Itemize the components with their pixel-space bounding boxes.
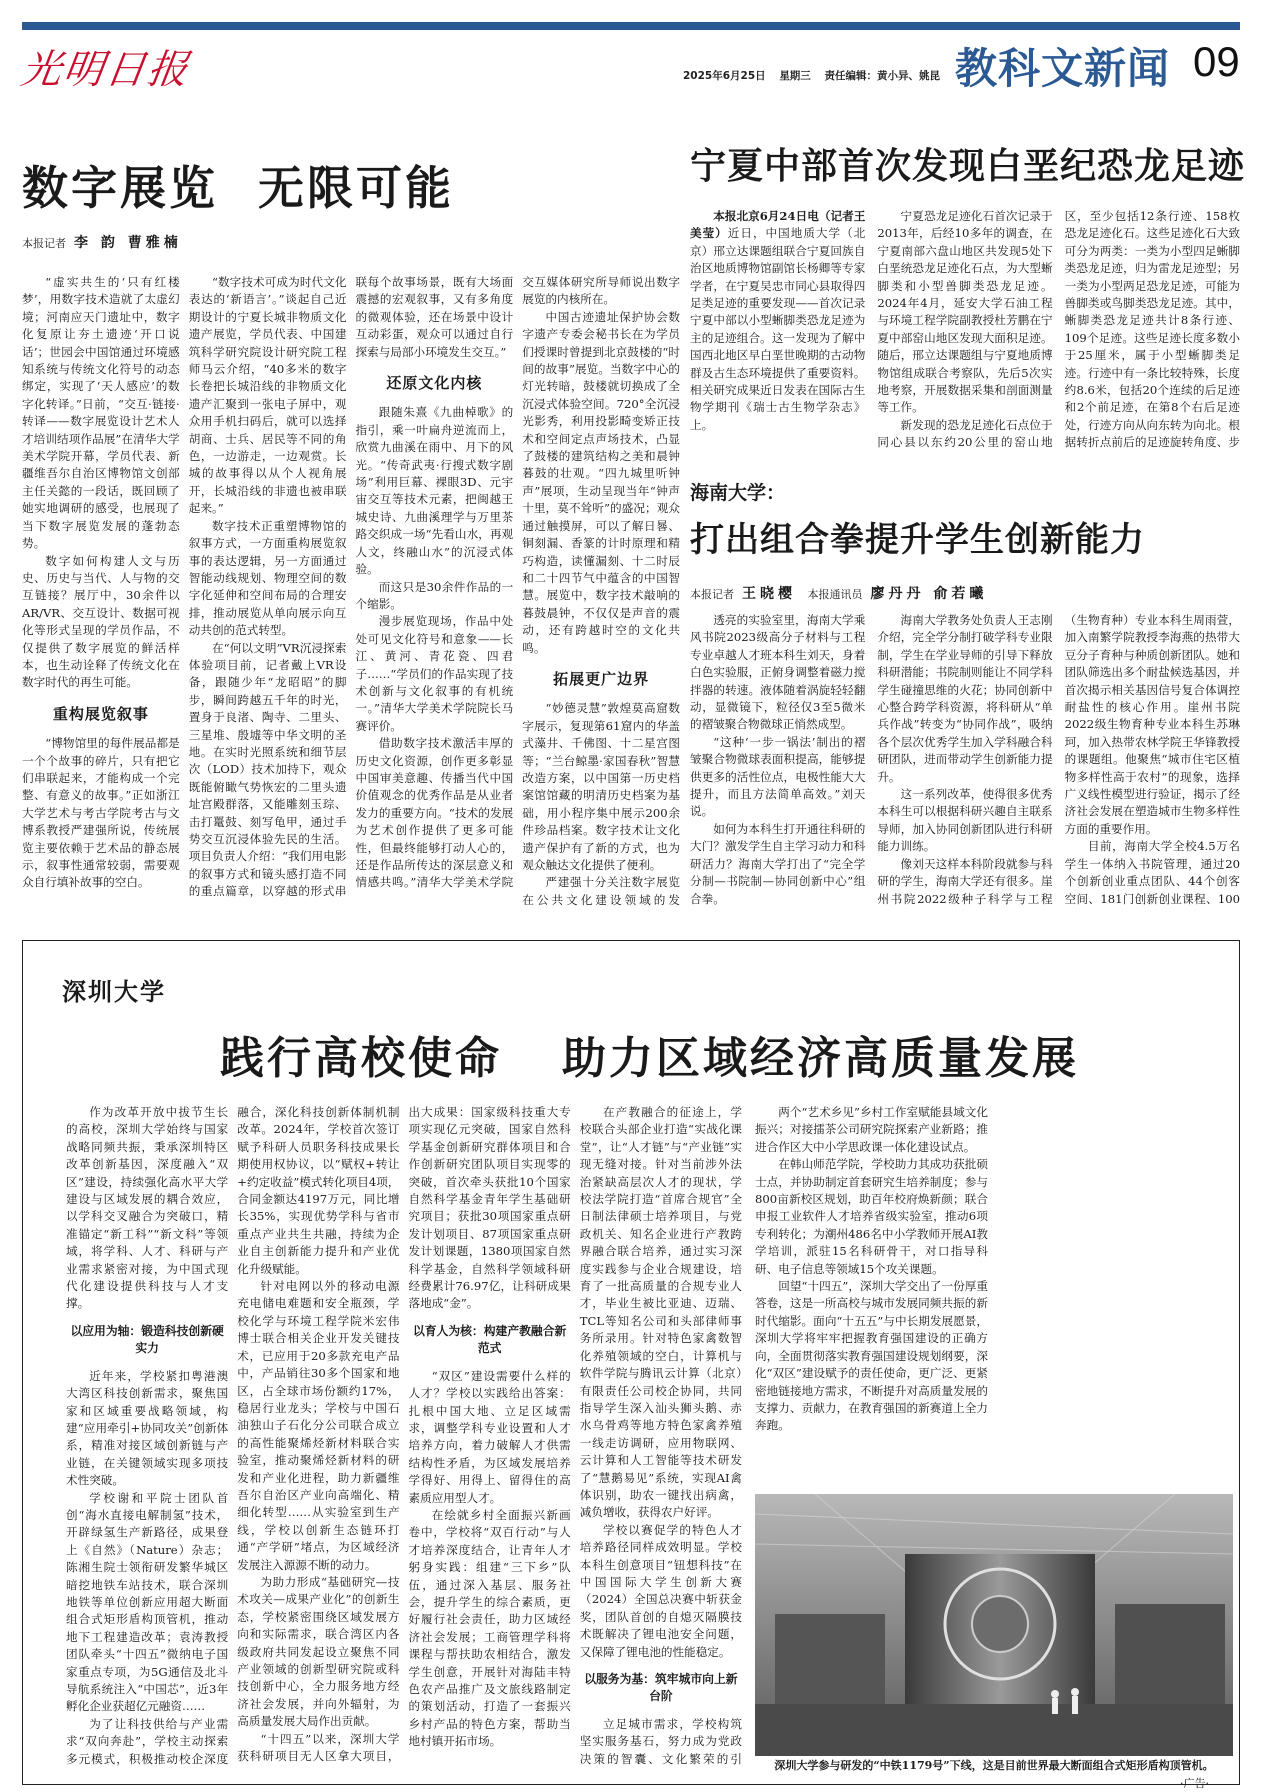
issue-weekday: 星期三 (779, 70, 811, 82)
paragraph: 为助力形成“基础研究—技术攻关—成果产业化”的创新生态，学校紧密围绕区域发展方向和实际需求，联合湾区内各级政府共同发起设立聚焦不同产业领域的创新型研究院或科技创新中心，全力服务地方经济社会发展，并向外辐射，为高质量发展大局作出贡献。 (237, 1574, 400, 1729)
headline-part: 数字展览 (22, 161, 218, 215)
paragraph: 海南大学教务处负责人王志刚介绍，完全学分制打破学科专业限制，学生在学业导师的引导下释放科研潜能；书院制则能让不同学科学生碰撞思维的火花；协同创新中心整合跨学科资源，将科研从“单兵作战”转变为“协同作战”，吸纳各个层次优秀学生加入学科融合科研团队，进而带动学生创新能力提升。 (877, 613, 1053, 784)
subheading: 拓展更广边界 (553, 669, 650, 688)
paragraph: 数字技术正重塑博物馆的叙事方式，一方面重构展览叙事的表达逻辑，另一方面通过智能动线规划、物理空间的数字化延伸和空间布局的合理安排，推动展览从单向展示向互动共创的范式转型。 (188, 518, 347, 638)
news-photo-tunnel-boring-machine (755, 1494, 1233, 1756)
masthead-rule (22, 22, 1240, 30)
paragraph: “这种‘一步一锅法’制出的褶皱聚合物微球表面积提高，能够提供更多的活性位点，电极性能大大提升，而且方法简单高效。”刘天说。 (690, 734, 866, 819)
article-body (22, 274, 680, 914)
paragraph: 在产教融合的征途上，学校联合头部企业打造“实战化课堂”，让“人才链”与“产业链”实现无缝对接。针对当前涉外法治紧缺高层次人才的现状，学校法学院打造“首席合规官”全日制法律硕士培养项目，与党政机关、知名企业进行产教跨界融合联合培养，通过实习深度实践参与企业合规建设，培育了一批高质量的合规专业人才，毕业生被比亚迪、迈瑞、TCL等知名公司和头部律师事务所录用。针对特色家禽数智化养殖领域的空白，计算机与软件学院与腾讯云计算（北京）有限责任公司校企协同，共同指导学生深入汕头狮头鹅、赤水乌骨鸡等地方特色家禽养殖一线走访调研，应用物联网、云计算和人工智能等技术研发了“慧鹅易见”系统，实现AI禽体识别，助农一键找出病禽，减负增收，获得农户好评。 (579, 1105, 742, 1520)
paragraph: 数字如何构建人文与历史、历史与当代、人与物的交互链接？展厅中，30余件以AR/VR、交互设计、数据可视化等形式呈现的学员作品，不仅提供了数字展览的鲜活样本，也生动诠释了传统文化在数字时代的再生可能。 (22, 553, 180, 690)
section-title: 教科文新闻 (955, 44, 1171, 93)
paragraph: 学校以赛促学的特色人才培养路径同样成效明显。学校本科生创意项目“钮想科技”在中国国际大学生创新大赛（2024）全国总决赛中斩获金奖，团队首创的自熄灭隔膜技术既解决了锂电池安全问题，又保障了锂电池的性能稳定。 (579, 1522, 742, 1659)
subheading: 以应用为轴：锻造科技创新硬实力 (70, 1323, 224, 1356)
advertorial-body-continued (755, 1104, 1233, 1488)
byline-authors: 廖丹丹 俞若曦 (870, 586, 988, 602)
editors: 责任编辑：黄小异、姚昆 (824, 70, 940, 82)
photo-caption: 深圳大学参与研发的“中铁1179号”下线，这是目前世界最大断面组合式矩形盾构顶管机。 (774, 1759, 1214, 1772)
paragraph: 在韩山师范学院，学校助力其成功获批硕士点，并协助制定首套研究生培养制度；参与800亩新校区规划，助百年校府焕新颜；联合申报工业软件人才培养省级实验室，推动6项专利转化；为潮州486名中小学教师开展AI教学培训，派驻15名科研骨干，对口指导科研、电子信息等领域15个攻关课题。 (755, 1157, 988, 1276)
paragraph: 借助数字技术激活丰厚的历史文化资源，创作更多彰显中国审美意趣、传播当代中国价值观念的优秀作品是从业者发力的重要方向。“技术的发展为艺术创作提供了更多可能性，但最终能够打动人心的，还是作品所传达的深层意义和情感共鸣。”清华大学美术学院交互媒体研究所导师说出数字展览的内核所在。 (355, 275, 680, 890)
paragraph: 这一系列改革，使得很多优秀本科生可以根据科研兴趣自主联系导师，加入协同创新团队进行科研能力训练。 (877, 787, 1053, 854)
paragraph: 而这只是30余件作品的一个缩影。 (355, 579, 514, 611)
advertorial-kicker: 深圳大学 (62, 977, 166, 1006)
advertorial-body (66, 1104, 742, 1780)
headline-part: 无限可能 (258, 161, 454, 215)
paragraph: 近年来，学校紧扣粤港澳大湾区科技创新需求，聚焦国家和区域重要战略领域，构建“应用牵引+协同攻关”创新体系，精准对接区域创新链与产业链，在关键领域实现多项技术性突破。 (66, 1368, 229, 1488)
paragraph: 如何为本科生打开通往科研的大门？激发学生自主学习动力和科研活力？海南大学打出了“完全学分制—书院制—协同创新中心”组合拳。 (690, 821, 866, 906)
issue-date: 2025年6月25日 (683, 70, 766, 82)
paragraph: 跟随朱熹《九曲棹歌》的指引，乘一叶扁舟逆流而上，欣赏九曲溪在雨中、月下的风光。“传奇武夷·行搜式数字剧场”利用巨幕、裸眼3D、元宇宙交互等技术元素，把闽越王城史诗、九曲溪理学与万里茶路交织成一场“先看山水，再观人文，终融山水”的沉浸式体验。 (355, 405, 514, 577)
paragraph: 为了让科技供给与产业需求“双向奔赴”，学校主动探索多元模式，积极推动校企深度融合，深化科技创新体制机制改革。2024年，学校首次签订赋予科研人员职务科技成果长期使用权协议，以“赋权+转让+约定收益”模式转化项目4项，合同金额达4197万元，同比增长35%，实现优势学科与省市重点产业共生共融，持续为企业自主创新能力提升和产业优化升级赋能。 (66, 1105, 400, 1766)
paragraph (690, 208, 865, 434)
advertisement-label: ·广告· (1180, 1777, 1209, 1790)
subheading: 重构展览叙事 (52, 704, 149, 723)
paragraph: 学校谢和平院士团队首创“海水直接电解制氢”技术，开辟绿氢生产新路径，成果登上《自然》（Nature）杂志；陈湘生院士领衔研发繁华城区暗挖地铁车站技术，联合深圳地铁等单位创新应用超大断面组合式矩形盾构顶管机，推动地下工程建造改革；袁涛教授团队牵头“十四五”微纳电子国家重点专项，为5G通信及北斗导航系统注入“中国芯”，近3年孵化企业获超亿元融资…… (66, 1490, 229, 1714)
paragraph-text: 近日，中国地质大学（北京）邢立达课题组联合宁夏回族自治区地质博物馆副馆长杨卿等专家学者，在宁夏吴忠市同心县取得四足类足迹的重要发现——首次记录宁夏中部以小型蜥脚类恐龙足迹为主的足迹组合。这一发现为了解中国西北地区早白垩世晚期的古动物群及古生态环境提供了重要资料。相关研究成果近日发表在国际古生物学期刊《瑞士古生物学杂志》上。 (690, 226, 866, 432)
paragraph: 漫步展览现场，作品中处处可见文化符号和意象——长江、黄河、青花瓷、四君子……“学员们的作品实现了技术创新与文化叙事的有机统一。”清华大学美术学院院长马赛评价。 (355, 614, 514, 733)
page-number: 09 (1193, 38, 1240, 85)
byline-label: 本报记者 (22, 237, 66, 250)
paragraph: 针对电网以外的移动电源充电储电难题和安全瓶颈，学校化学与环境工程学院米宏伟博士联合相关企业开发关键技术，已应用于20多款充电产品中，产品销往30多个国家和地区，占全球市场份额约17%，稳居行业龙头；学校与中国石油独山子石化分公司联合成立的高性能聚烯烃新材料联合实验室，推动聚烯烃新材料的研发和产业化进程，助力新疆维吾尔自治区产业向高端化、精细化转型……从实验室到生产线，学校以创新生态链环打通“产学研”堵点，为区域经济发展注入源源不断的动力。 (237, 1279, 400, 1572)
byline-label: 本报通讯员 (807, 588, 863, 601)
headline-part: 践行高校使命 (220, 1033, 502, 1084)
paragraph: “虚实共生的‘只有红楼梦’，用数字技术造就了太虚幻境；河南应天门遗址中，数字化复原让夯土遗迹‘开口说话’；世园会中国馆通过环境感知系统与传统文化符号的动态绑定，实现了‘天人感应’的数字化转译。”日前，“交互·链接·转译——数字展览设计艺术人才培训结项作品展”在清华大学美术学院开幕，学员代表、新疆维吾尔自治区博物馆文创部主任关懿的一段话，既回顾了她实地调研的感受，也展现了当下数字展览发展的蓬勃态势。 (22, 275, 180, 551)
paragraph: “博物馆里的每件展品都是一个个故事的碎片，只有把它们串联起来，才能构成一个完整、有意义的故事。”正如浙江大学艺术与考古学院考古与文博系教授严建强所说，传统展览主要依赖于艺术品的静态展示，叙事性通常较弱，需要观众自行填补故事的空白。 (22, 736, 180, 890)
paragraph: 在“何以文明”VR沉浸探索体验项目前，记者戴上VR设备，跟随少年“龙昭昭”的脚步，瞬间跨越五千年的时光，置身于良渚、陶寺、二里头、三星堆、殷墟等中华文明的圣地。在实时光照系统和细节层次（LOD）技术加持下，观众既能俯瞰气势恢宏的二里头遗址宫殿群落，又能雕刻玉琮、击打鼍鼓、刻写龟甲，通过手势交互沉浸体验先民的生活。项目负责人介绍：“我们用电影的叙事方式和镜头感打造不同的重点篇章，以穿越的形式串联每个故事场景，既有大场面震撼的宏观叙事，又有多角度的微观体验，还在场景中设计互动彩蛋，观众可以通过自行探索与局部小环境发生交互。” (188, 275, 514, 899)
article-body (690, 208, 1240, 463)
paragraph: 宁夏恐龙足迹化石首次记录于2013年，后经10多年的调查，在宁夏南部六盘山地区共发现5处下白垩统恐龙足迹化石点，为大型蜥脚类和小型兽脚类恐龙足迹。2024年4月，延安大学石油工程与环境工程学院副教授杜芳鹏在宁夏中部窑山地区发现大面积足迹。随后，邢立达课题组与宁夏地质博物馆组成联合考察队，先后5次实地考察，开展数据采集和剖面测量等工作。 (877, 209, 1053, 415)
paragraph: 目前，海南大学全校4.5万名学生一体纳入书院管理，通过20个创新创业重点团队、44个创客空间、181门创新创业课程、100 (1064, 839, 1240, 906)
paragraph: “数字技术可成为时代文化表达的‘新语言’。”谈起自己近期设计的宁夏长城非物质文化遗产展览，学员代表、中国建筑科学研究院设计研究院工程师马云介绍，“40多米的数字长卷把长城沿线的非物质文化遗产汇聚到一张电子屏中，观众用手机扫码后，就可以选择胡商、士兵、居民等不同的角色，一边游走，一边观赏。长城的故事得以从个人视角展开，长城沿线的非遗也被串联起来。” (188, 275, 347, 516)
paragraph: 新发现的恐龙足迹化石点位于同心县以东约20公里的窑山地区，至少包括12条行迹、158枚恐龙足迹化石。这些足迹化石大致可分为两类：一类为小型四足蜥脚类恐龙足迹，归为雷龙足迹型；另一类为小型两足恐龙足迹，可能为兽脚类或鸟脚类恐龙足迹。其中，蜥脚类恐龙足迹共计8条行迹、109个足迹。这些足迹长度多数小于25厘米，属于小型蜥脚类足迹。行迹中有一条比较特殊，长度约8.6米，包括20个连续的后足迹和2个前足迹，在第8个右后足迹处，行迹方向从向东转为向北。根据转折点前后的足迹旋转角度、步 (877, 209, 1240, 450)
paragraph: 透亮的实验室里，海南大学乘风书院2023级高分子材料与工程专业卓越人才班本科生刘天，身着白色实验服，正俯身调整着磁力搅拌器的转速。液体随着涡旋轻轻翻动，显微镜下，粒径仅3至5微米的褶皱聚合物微球正悄然成型。 (690, 613, 866, 732)
paragraph: 在绘就乡村全面振兴新画卷中，学校将“双百行动”与人才培养深度结合，让青年人才躬身实践：组建“三下乡”队伍，通过深入基层、服务社会，提升学生的综合素质，更好履行社会责任，助力区域经济社会发展；工商管理学科将课程与帮扶助农相结合，激发学生创意，开展针对海陆丰特色农产品推广及文旅线路制定的策划活动，打造了一套振兴乡村产品的特色方案，帮助当地村镇开拓市场。 (408, 1507, 571, 1749)
article-headline: 打出组合拳提升学生创新能力 (690, 520, 1145, 560)
paragraph: 立足城市需求，学校构筑坚实服务基石，努力成为党政决策的智囊、文化繁荣的引 (579, 1716, 742, 1766)
article-body (690, 612, 1240, 912)
paragraph: 像刘天这样本科阶段就参与科研的学生，海南大学还有很多。崖州书院2022级种子科学与工程（生物育种）专业本科生周雨萱，加入南繁学院教授李海燕的热带大豆分子育种与种质创新团队。她和团队筛选出多个耐盐候选基因，并首次揭示相关基因信号复合体调控耐盐性的核心作用。崖州书院2022级生物育种专业本科生苏琳珂，加入热带农林学院王华锋教授的课题组。他聚焦“城市住宅区植物多样性高于农村”的现象，选择广义线性模型进行验证，揭示了经济社会发展在塑造城市生物多样性方面的重要作用。 (877, 613, 1240, 906)
paragraph: 两个“艺术乡见”乡村工作室赋能县域文化振兴；对接擂茶公司研究院探索产业新路；推进合作区大中小学思政课一体化建设试点。 (755, 1105, 988, 1154)
paragraph: 严建强十分关注数字展览在公共文化建设领域的发 (522, 875, 680, 907)
byline-authors: 王晓樱 (742, 586, 796, 602)
dateline-lead: 本报北京6月24日电（记者王美莹） (690, 209, 866, 241)
byline-label: 本报记者 (690, 588, 734, 601)
paragraph: 中国古迹遗址保护协会数字遗产专委会秘书长在为学员们授课时曾提到北京鼓楼的“时间的故事”展览。当数字中心的灯光转暗，鼓楼就切换成了全沉浸式体验空间。720°全沉浸光影秀，利用投影畸变矫正技术和空间定点声场技术，凸显了鼓楼的建筑结构之美和晨钟暮鼓的壮观。“四九城里听钟声”展项，生动呈现当年“钟声十里，莫不耸听”的盛况；观众通过触摸屏，可以了解日晷、铜刻漏、香篆的计时原理和精巧构造，读懂漏刻、十二时辰和二十四节气中蕴含的中国智慧。展览中，数字技术敲响的暮鼓晨钟，不仅仅是声音的震动，还有跨越时空的文化共鸣。 (522, 309, 680, 655)
paragraph: “十四五”以来，深圳大学获科研项目无人区拿大项目，出大成果：国家级科技重大专项实现亿元突破，国家自然科学基金创新研究群体项目和合作创新研究团队项目实现零的突破，首次牵头获批10个国家自然科学基金青年学生基础研究项目；获批30项国家重点研发计划项目、87项国家重点研发计划课题，1380项国家自然科学基金，自然科学领域科研经费累计76.97亿，让科研成果落地成“金”。 (237, 1105, 571, 1764)
subheading: 以服务为基：筑牢城市向上新台阶 (584, 1672, 738, 1704)
article-headline (22, 152, 494, 218)
subheading: 还原文化内核 (386, 374, 483, 393)
byline (22, 232, 190, 252)
paragraph: “妙德灵慧”敦煌莫高窟数字展示，复现第61窟内的华盖式藻井、千佛图、十二星宫图等；“兰台鲸墨·家国春秋”智慧改造方案，以中国第一历史档案馆馆藏的明清历史档案为基础，用小程序集中展示200余件珍品档案。数字技术让文化遗产保护有了新的方式，也为观众触达文化提供了便利。 (522, 701, 680, 872)
paragraph-list (877, 208, 1240, 463)
article-headline: 宁夏中部首次发现白垩纪恐龙足迹 (690, 145, 1246, 187)
paragraph: 作为改革开放中拔节生长的高校，深圳大学始终与国家战略同频共振，秉承深圳特区改革创新基因，深度融入“双区”建设，持续强化高水平大学建设与区域发展的耦合效应，以学科交叉融合为突破口，精准锚定“新工科”“新文科”等领域，将学科、人才、科研与产业需求紧密对接，为中国式现代化建设提供科技与人才支撑。 (66, 1105, 229, 1311)
subheading: 以育人为核：构建产教融合新范式 (412, 1323, 567, 1356)
photo-illustration (755, 1494, 1233, 1756)
paragraph: “双区”建设需要什么样的人才？学校以实践给出答案：扎根中国大地、立足区域需求，调整学科专业设置和人才培养方向，着力破解人才供需结构性矛盾，为区域发展培养学得好、用得上、留得住的高素质应用型人才。 (408, 1368, 571, 1505)
advertorial-headline (220, 1022, 1139, 1086)
paragraph: 回望“十四五”，深圳大学交出了一份厚重答卷，这是一所高校与城市发展同频共振的新时代缩影。面向“十五五”与中长期发展愿景，深圳大学将牢牢把握教育强国建设的正确方向，全面贯彻落实教育强国建设规划纲要，深化“双区”建设赋予的责任使命，更广泛、更紧密地链接地方需求，不断提升对高质量发展的支撑力、贡献力，在教育强国的新赛道上全力奔跑。 (755, 1279, 988, 1433)
byline-authors: 李 韵 曹雅楠 (74, 235, 182, 251)
article-kicker: 海南大学： (690, 482, 786, 504)
byline (690, 583, 995, 603)
newspaper-logo: 光明日报 (18, 47, 193, 93)
dateline (683, 68, 950, 83)
headline-part: 助力区域经济高质量发展 (562, 1033, 1079, 1084)
